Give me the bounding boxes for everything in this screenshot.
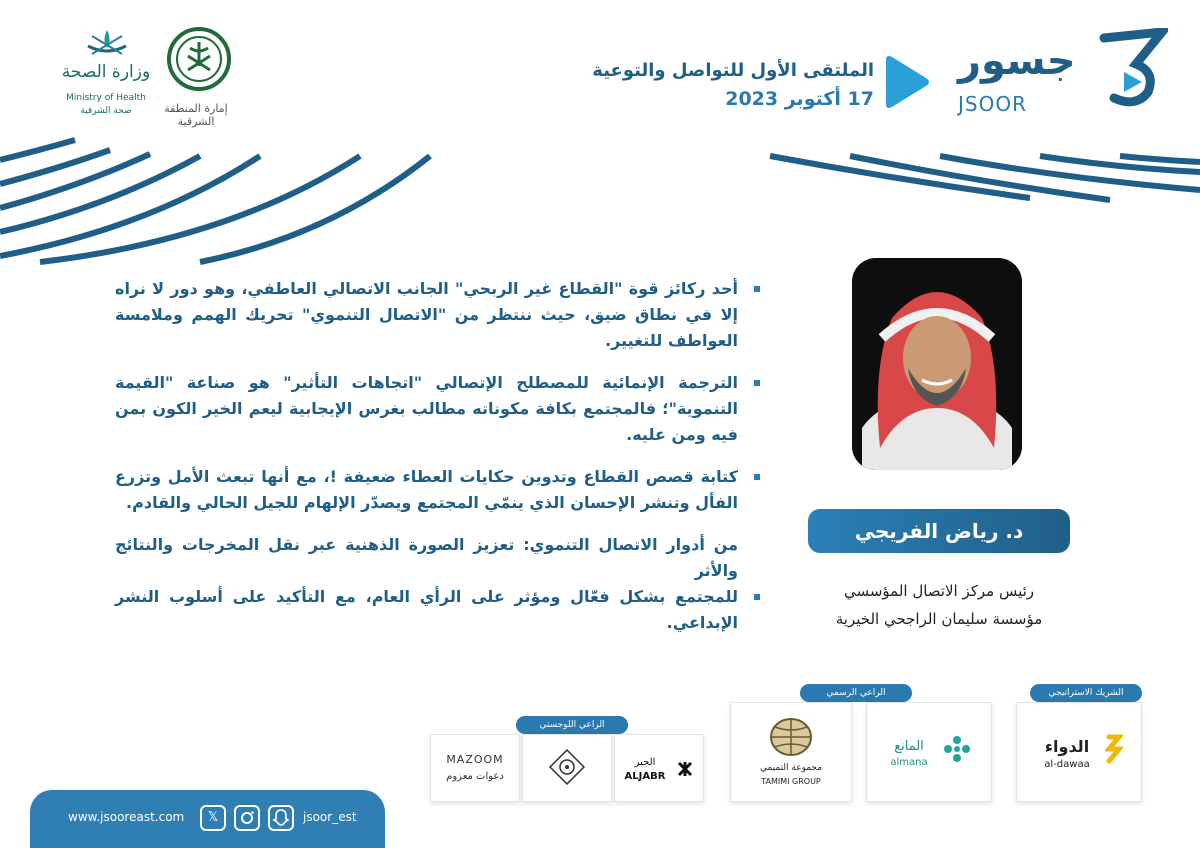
- x-icon[interactable]: 𝕏: [200, 805, 226, 831]
- aljabr-name-english: ALJABR: [624, 771, 666, 782]
- quote-item: أحد ركائز قوة "القطاع غير الربحي" الجانب الاتصالي العاطفي، وهو دور لا نراه إلا في نطاق ضيق، حيث ننتظر من "الاتصال التنموي" تحريك الهمم وملامسة العواطف للتغيير.: [115, 276, 760, 354]
- instagram-icon[interactable]: [234, 805, 260, 831]
- event-date: 17 أكتوبر 2023: [725, 88, 874, 110]
- event-title: الملتقى الأول للتواصل والتوعية: [592, 60, 874, 81]
- ministry-of-health-logo-icon: [82, 26, 132, 62]
- ministry-name-english: Ministry of Health: [66, 93, 146, 103]
- tamimi-name-english: TAMIMI GROUP: [761, 777, 821, 786]
- tamimi-name-arabic: مجموعة التميمي: [759, 763, 823, 773]
- almana-name-english: almana: [890, 757, 928, 768]
- sponsor-aljabr: [614, 734, 704, 802]
- strategic-partner-tag: الشريك الاستراتيجي: [1030, 684, 1142, 702]
- sponsor-mazoom: [430, 734, 520, 802]
- logistic-sponsor-tag: الراعي اللوجستي: [516, 716, 628, 734]
- mazoom-name-arabic: دعوات معزوم: [446, 771, 504, 782]
- speaker-role: رئيس مركز الاتصال المؤسسي: [843, 582, 1035, 600]
- quote-list: [115, 276, 760, 652]
- mazoom-name-english: MAZOOM: [446, 753, 504, 766]
- sponsor-tamimi: [730, 702, 852, 802]
- quote-item-intro: من أدوار الاتصال التنموي: تعزيز الصورة الذهنية عبر نقل المخرجات والنتائج والأثر: [115, 535, 738, 580]
- brand-name-arabic: جسور: [958, 38, 1076, 84]
- ministry-subtitle: صحة الشرقية: [80, 106, 132, 116]
- play-icon: [880, 54, 930, 110]
- almana-name-arabic: المانع: [894, 739, 924, 754]
- tamimi-globe-icon: [767, 717, 815, 757]
- social-handle[interactable]: jsoor_est: [303, 810, 357, 824]
- sponsor-almana: [866, 702, 992, 802]
- website-link[interactable]: www.jsooreast.com: [68, 810, 185, 824]
- speaker-portrait-icon: [852, 258, 1022, 470]
- snapchat-icon[interactable]: [268, 805, 294, 831]
- speaker-name: د. رياض الفريجي: [808, 509, 1070, 553]
- brand-name-english: JSOOR: [958, 92, 1027, 116]
- snapchat-glyph-icon: [270, 807, 292, 829]
- aldawaa-name-english: al-dawaa: [1044, 759, 1090, 770]
- ornament-logo-icon: [547, 747, 587, 787]
- sponsor-flowers: [522, 734, 612, 802]
- speaker-photo: [852, 258, 1022, 470]
- ministry-name-arabic: وزارة الصحة: [61, 62, 151, 82]
- quote-item: للمجتمع بشكل فعّال ومؤثر على الرأي العام، مع التأكيد على أسلوب النشر الإبداعي.: [115, 584, 760, 636]
- emirate-name: إمارة المنطقة الشرقية: [164, 102, 228, 128]
- speaker-organization: مؤسسة سليمان الراجحي الخيرية: [835, 610, 1043, 628]
- aldawaa-name-arabic: الدواء: [1044, 737, 1090, 756]
- sponsor-aldawaa: [1016, 702, 1142, 802]
- jsoor-logo-icon: [1096, 28, 1168, 108]
- emirate-emblem-icon: [166, 26, 232, 92]
- official-sponsor-tag: الراعي الرسمي: [800, 684, 912, 702]
- quote-item: كتابة قصص القطاع وتدوين حكايات العطاء ضعيفة !، مع أنها تبعث الأمل وتزرع الفأل وتنشر الإحسان الذي ينمّي المجتمع ويصدّر الإلهام للجيل الحالي والقادم.: [115, 464, 760, 516]
- instagram-glyph-icon: [236, 807, 258, 829]
- aljabr-name-arabic: الجبر: [634, 757, 656, 768]
- quote-item: الترجمة الإنمائية للمصطلح الإتصالي "اتجاهات التأثير" هو صناعة "القيمة التنموية"؛ فالمجتمع بكافة مكوناته مطالب بغرس الإيجابية ليعم الخير الكون بمن فيه ومن عليه.: [115, 370, 760, 448]
